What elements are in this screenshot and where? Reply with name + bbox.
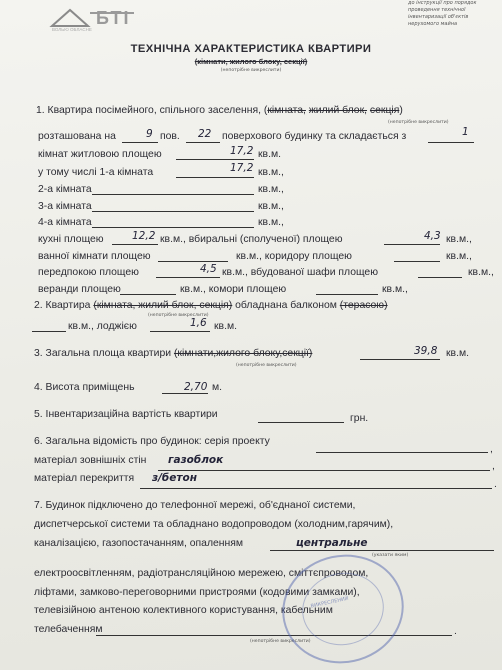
total-area-value: 39,8 [414, 345, 438, 357]
official-stamp [272, 543, 414, 670]
room1-area-value: 17,2 [230, 162, 254, 174]
corner-note-line: нерухомого майна [408, 21, 458, 27]
s3-crossed: (кімнати,жилого блоку,секції) [173, 348, 313, 359]
paren: ( [263, 105, 268, 116]
logo-subtext: ВОЛЬЮ ОБЛАСНЕ [52, 27, 92, 32]
wc-area-value: 4,3 [424, 230, 441, 242]
unit: кв.м. [214, 321, 237, 332]
comma: , [490, 444, 493, 455]
s7-line: ліфтами, замково-переговорними пристроями (кодовими замками), [34, 587, 360, 598]
closet-label: кв.м., вбудованої шафи площею [222, 267, 378, 278]
s4-label: 4. Висота приміщень [34, 382, 135, 393]
living-area-value: 17,2 [230, 145, 254, 157]
s1-lead: 1. Квартира посімейного, спільного заселення, [36, 105, 261, 116]
stamp-text: ВИКРЕСЛЕНИЙ [310, 595, 350, 610]
underline [394, 261, 440, 262]
underline [92, 194, 254, 195]
period: . [494, 479, 497, 490]
height-value: 2,70 [184, 381, 208, 393]
corner-note [408, 0, 477, 28]
underline [92, 211, 254, 212]
underline [186, 142, 220, 143]
bti-logo [48, 4, 140, 32]
corner-note-line: до інструкції про порядок [408, 0, 477, 6]
underline [92, 227, 254, 228]
s7-line: телевізійною антеною колективного користування, кабельним [34, 605, 333, 616]
unit: м. [212, 382, 223, 393]
hall-area-value: 4,5 [200, 263, 217, 275]
s5-label: 5. Інвентаризаційна вартість квартири [34, 409, 218, 420]
bath-label: ванної кімнати площею [38, 251, 151, 262]
loggia-area-value: 1,6 [190, 317, 207, 329]
building-text: поверхового будинку та складається з [222, 131, 407, 142]
block-crossed: жилий блок, [308, 105, 368, 116]
wall-material-label: матеріал зовнішніх стін [34, 455, 147, 466]
underline [140, 488, 492, 489]
paren: ) [399, 105, 403, 116]
underline [176, 159, 254, 160]
underline [158, 470, 490, 471]
kitchen-area-value: 12,2 [132, 230, 156, 242]
unit: кв.м. [258, 149, 281, 160]
s7-line: каналізацією, газопостачанням, опаленням [34, 538, 244, 549]
unit: кв.м., [258, 201, 284, 212]
s2-mid: обладнана балконом [235, 300, 337, 311]
logo-text: БТІ [96, 8, 131, 28]
underline [96, 635, 452, 636]
s2-crossed: (кімната, жилий блок, секція) [93, 300, 233, 311]
underline [156, 277, 220, 278]
unit: кв.м., [468, 267, 494, 278]
s2-note: (непотрібне викреслити) [148, 313, 209, 318]
wc-label: кв.м., вбиральні (сполученої) площею [160, 234, 343, 245]
s1-note: (непотрібне викреслити) [388, 120, 449, 125]
living-area-label: кімнат житловою площею [38, 149, 162, 160]
floor-material-label: матеріал перекриття [34, 473, 135, 484]
s3-lead: 3. Загальна площа квартири [34, 348, 172, 359]
s6-label: 6. Загальна відомість про будинок: серія проекту [34, 436, 270, 447]
s3-note: (непотрібне викреслити) [236, 363, 297, 368]
room3-label: 3-а кімната [38, 201, 92, 212]
underline [384, 244, 440, 245]
room4-label: 4-а кімната [38, 217, 92, 228]
floor-value: 9 [146, 128, 153, 140]
s7-note: (непотрібне викреслити) [250, 639, 311, 644]
comma: , [492, 461, 495, 472]
room1-label: у тому числі 1-а кімната [38, 167, 154, 178]
room2-label: 2-а кімната [38, 184, 92, 195]
underline [120, 294, 176, 295]
room-crossed: кімната, [267, 105, 306, 116]
underline [360, 359, 440, 360]
underline [428, 142, 474, 143]
s7-line: електроосвітленням, радіотрансляційною мережею, сміттєпроводом, [34, 568, 369, 579]
underline [112, 244, 158, 245]
unit: кв.м., [258, 184, 284, 195]
corner-note-line: проведення технічної [408, 7, 466, 13]
underline [158, 261, 228, 262]
unit: грн. [350, 413, 369, 424]
underline [418, 277, 462, 278]
s3-heading [34, 348, 312, 360]
page-title: ТЕХНІЧНА ХАРАКТЕРИСТИКА КВАРТИРИ [130, 43, 372, 55]
veranda-label: веранди площею [38, 284, 121, 295]
underline [316, 452, 488, 453]
unit: кв.м., [258, 167, 284, 178]
wall-material-value: газоблок [168, 454, 224, 466]
underline [162, 393, 208, 394]
underline [270, 550, 494, 551]
underline [122, 142, 158, 143]
s7-line: 7. Будинок підключено до телефонної мережі, об'єднаної системи, [34, 500, 356, 511]
unit: кв.м., [446, 234, 472, 245]
underline [150, 331, 210, 332]
section-crossed: секція [369, 105, 400, 116]
heating-value: центральне [296, 537, 368, 549]
s2-lead: 2. Квартира [34, 300, 91, 311]
page-subtitle: (кімнати, жилого блоку, секції) [194, 57, 308, 66]
floor-suffix: пов. [160, 131, 180, 142]
s7-line: телебаченням [34, 624, 103, 635]
subtitle-note: (непотрібне викреслити) [220, 68, 282, 73]
kitchen-label: кухні площею [38, 234, 104, 245]
underline [316, 294, 378, 295]
underline [176, 177, 254, 178]
underline [32, 331, 66, 332]
corner-note-line: інвентаризації об'єктів [408, 14, 469, 20]
s7-line: диспетчерської системи та обладнано водопроводом (холодним,гарячим), [34, 519, 394, 530]
period: . [454, 626, 457, 637]
stamp-inner-ring [295, 565, 390, 652]
terrace-crossed: (терасою) [339, 300, 388, 311]
floor-material-value: з/бетон [152, 472, 197, 484]
unit: кв.м., [446, 251, 472, 262]
rooms-value: 1 [462, 126, 469, 138]
storage-label: кв.м., комори площею [180, 284, 287, 295]
unit: кв.м., [382, 284, 408, 295]
corridor-label: кв.м., коридору площею [236, 251, 352, 262]
underline [258, 422, 344, 423]
unit: кв.м. [446, 348, 469, 359]
hall-label: передпокою площею [38, 267, 139, 278]
s1-heading [36, 105, 403, 117]
floors-total-value: 22 [198, 128, 212, 140]
located-label: розташована на [38, 131, 116, 142]
unit: кв.м., [258, 217, 284, 228]
heating-note: (указати яким) [372, 553, 409, 558]
balcony-unit: кв.м., лоджією [68, 321, 137, 332]
s2-heading [34, 300, 388, 312]
